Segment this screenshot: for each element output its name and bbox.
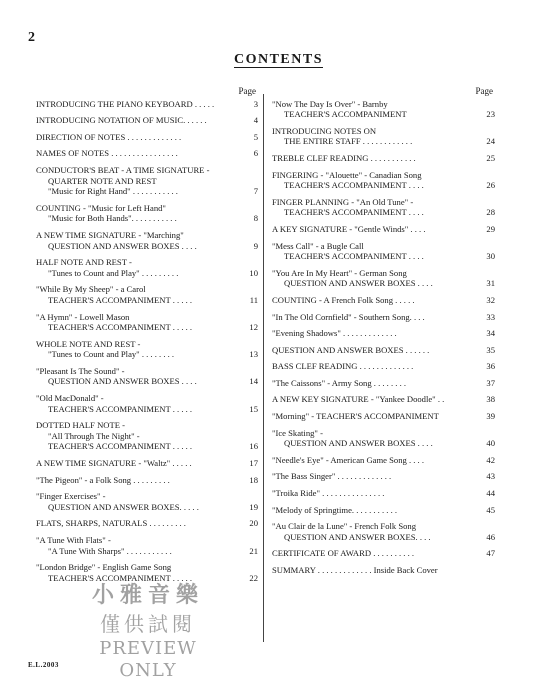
toc-entry-page: 23 — [486, 109, 495, 120]
toc-entry — [272, 488, 495, 499]
toc-entry-page: 14 — [249, 376, 258, 387]
toc-entry-line: "The Pigeon" - a Folk Song . . . . . . . . . — [36, 474, 170, 485]
contents-title — [0, 52, 541, 68]
toc-entry-title — [36, 230, 242, 251]
toc-entry-line: "In The Old Cornfield" - Southern Song. . . . — [272, 311, 425, 322]
toc-entry — [36, 491, 258, 512]
toc-entry-line: NAMES OF NOTES . . . . . . . . . . . . . . . . — [36, 148, 178, 159]
toc-entry — [36, 203, 258, 224]
toc-entry-line: "Finger Exercises" - — [36, 491, 106, 502]
toc-entry-page: 16 — [249, 441, 258, 452]
toc-entry-title — [36, 475, 242, 486]
toc-entry-page: 37 — [486, 377, 495, 388]
toc-entry-line: "All Through The Night" - — [48, 430, 140, 441]
toc-entry-page: 46 — [486, 531, 495, 542]
toc-entry-line: "Mess Call" - a Bugle Call — [272, 240, 364, 251]
toc-entry-title — [272, 378, 479, 389]
toc-entry — [272, 361, 495, 372]
toc-entry-page: 38 — [486, 394, 495, 405]
toc-entry-line: INTRODUCING NOTATION OF MUSIC. . . . . . — [36, 115, 207, 126]
toc-entry-page: 7 — [253, 186, 258, 197]
toc-entry — [36, 366, 258, 387]
toc-entry-page: 31 — [486, 278, 495, 289]
toc-entry — [272, 521, 495, 542]
toc-entry-page: 22 — [249, 572, 258, 583]
toc-entry-page: 20 — [249, 518, 258, 529]
toc-entry-line: "Ice Skating" - — [272, 427, 323, 438]
toc-entry-title — [272, 345, 479, 356]
toc-entry — [36, 475, 258, 486]
toc-entry-line: A NEW KEY SIGNATURE - "Yankee Doodle" . . — [272, 394, 445, 405]
toc-entry-page: 26 — [486, 180, 495, 191]
toc-entry-title — [36, 115, 242, 126]
toc-entry-page: 28 — [486, 207, 495, 218]
toc-entry-line: COUNTING - A French Folk Song . . . . . — [272, 294, 415, 305]
toc-entry-title — [272, 455, 479, 466]
toc-entry-line: "The Bass Singer" . . . . . . . . . . . . . — [272, 471, 392, 482]
toc-entry-line: QUESTION AND ANSWER BOXES . . . . — [284, 438, 433, 449]
toc-entry-line: FINGERING - "Alouette" - Canadian Song — [272, 169, 422, 180]
page-column-header-left: Page — [238, 86, 256, 96]
toc-entry-page: 6 — [253, 148, 258, 159]
toc-entry-line: "Au Clair de la Lune" - French Folk Song — [272, 521, 417, 532]
toc-entry-title — [36, 284, 242, 305]
toc-entry-line: "The Caissons" - Army Song . . . . . . . . — [272, 377, 407, 388]
toc-entry-page: 13 — [249, 349, 258, 360]
toc-entry-line: "Tunes to Count and Play" . . . . . . . . — [48, 349, 175, 360]
toc-entry — [36, 284, 258, 305]
toc-entry — [272, 394, 495, 405]
toc-entry-line: QUESTION AND ANSWER BOXES. . . . . — [48, 501, 199, 512]
toc-left-column — [36, 86, 258, 589]
contents-title-text: CONTENTS — [233, 52, 324, 67]
toc-entry-line: DIRECTION OF NOTES . . . . . . . . . . . . . — [36, 131, 182, 142]
toc-entry — [36, 132, 258, 143]
toc-entry-page: 34 — [486, 328, 495, 339]
toc-entry-page: 42 — [486, 454, 495, 465]
watermark-preview-cn: 僅供試閱 — [100, 612, 196, 636]
toc-entry-line: "A Tune With Sharps" . . . . . . . . . . . — [48, 545, 172, 556]
toc-entry-page: 11 — [249, 294, 258, 305]
toc-entry-title — [272, 548, 479, 559]
toc-entry — [272, 345, 495, 356]
toc-entry-page: 8 — [253, 213, 258, 224]
toc-entry — [272, 153, 495, 164]
toc-entry — [36, 165, 258, 197]
toc-entry-page: 33 — [486, 311, 495, 322]
toc-entry-line: A NEW TIME SIGNATURE - "Marching" — [36, 229, 184, 240]
toc-entry — [36, 458, 258, 469]
toc-entry-line: TREBLE CLEF READING . . . . . . . . . . . — [272, 152, 416, 163]
toc-entry — [272, 565, 495, 576]
toc-entry-line: "London Bridge" - English Game Song — [36, 562, 172, 573]
toc-entry-line: TEACHER'S ACCOMPANIMENT . . . . — [284, 180, 424, 191]
toc-entry-line: DOTTED HALF NOTE - — [36, 420, 126, 431]
toc-right-list — [272, 99, 495, 576]
toc-entry — [36, 518, 258, 529]
toc-entry-title — [36, 458, 242, 469]
toc-entry-page: 15 — [249, 403, 258, 414]
toc-entry-page: 43 — [486, 471, 495, 482]
toc-entry — [272, 411, 495, 422]
toc-entry-page: 45 — [486, 504, 495, 515]
toc-entry-line: QUESTION AND ANSWER BOXES. . . . — [284, 531, 431, 542]
toc-entry-page: 19 — [249, 501, 258, 512]
toc-entry — [272, 378, 495, 389]
toc-entry-line: TEACHER'S ACCOMPANIMENT . . . . . — [48, 441, 193, 452]
toc-entry-page: 17 — [249, 458, 258, 469]
toc-entry-line: "Melody of Springtime. . . . . . . . . . . — [272, 504, 398, 515]
toc-entry — [36, 115, 258, 126]
toc-entry-line: A KEY SIGNATURE - "Gentle Winds" . . . . — [272, 223, 426, 234]
toc-entry-line: "Music for Both Hands". . . . . . . . . . . — [48, 213, 177, 224]
toc-entry-line: QUARTER NOTE AND REST — [48, 175, 157, 186]
toc-entry-line: "Morning" - TEACHER'S ACCOMPANIMENT — [272, 411, 439, 422]
toc-entry-page: 35 — [486, 344, 495, 355]
toc-entry — [36, 148, 258, 159]
toc-entry-title — [272, 488, 479, 499]
toc-entry-line: QUESTION AND ANSWER BOXES . . . . — [48, 240, 197, 251]
toc-entry-line: "Evening Shadows" . . . . . . . . . . . . . — [272, 328, 397, 339]
toc-entry-line: "You Are In My Heart" - German Song — [272, 267, 407, 278]
toc-entry-title — [36, 148, 242, 159]
column-divider — [263, 94, 264, 642]
toc-entry — [272, 197, 495, 218]
toc-entry-line: BASS CLEF READING . . . . . . . . . . . . . — [272, 361, 414, 372]
toc-entry-page: 3 — [253, 98, 258, 109]
toc-entry-line: CONDUCTOR'S BEAT - A TIME SIGNATURE - — [36, 164, 210, 175]
toc-entry-page: 18 — [249, 474, 258, 485]
toc-entry-title — [36, 203, 242, 224]
toc-entry-page: 39 — [486, 411, 495, 422]
toc-entry-line: "Pleasant Is The Sound" - — [36, 365, 125, 376]
watermark-preview: PREVIEW — [99, 638, 197, 659]
toc-entry-page: 44 — [486, 488, 495, 499]
toc-entry — [272, 455, 495, 466]
watermark-brand-text: 小雅音樂 — [91, 583, 204, 608]
toc-entry-title — [272, 471, 479, 482]
toc-entry-title — [36, 99, 242, 110]
toc-entry — [36, 420, 258, 452]
toc-entry — [36, 257, 258, 278]
toc-entry — [36, 312, 258, 333]
toc-entry — [272, 548, 495, 559]
toc-entry — [36, 99, 258, 110]
toc-entry — [272, 170, 495, 191]
toc-entry-title — [272, 170, 479, 191]
toc-entry-title — [36, 339, 242, 360]
toc-entry-title — [36, 312, 242, 333]
toc-entry-title — [36, 257, 242, 278]
toc-entry-title — [36, 535, 242, 556]
toc-entry — [272, 268, 495, 289]
toc-entry-line: A NEW TIME SIGNATURE - "Waltz" . . . . . — [36, 458, 192, 469]
toc-entry-line: FLATS, SHARPS, NATURALS . . . . . . . . . — [36, 518, 186, 529]
page-number: 2 — [28, 30, 35, 45]
toc-entry-title — [272, 197, 479, 218]
toc-entry-page: 9 — [253, 240, 258, 251]
toc-entry-title — [272, 295, 479, 306]
preview-watermark — [58, 572, 208, 697]
toc-entry-title — [272, 224, 479, 235]
toc-entry-title — [272, 505, 479, 516]
toc-entry-page: 25 — [486, 152, 495, 163]
toc-entry-page: 5 — [253, 131, 258, 142]
toc-entry — [272, 224, 495, 235]
toc-entry-page: 40 — [486, 438, 495, 449]
toc-entry-title — [272, 153, 479, 164]
toc-entry-title — [272, 312, 479, 323]
toc-entry-line: TEACHER'S ACCOMPANIMENT . . . . — [284, 251, 424, 262]
toc-entry-line: INTRODUCING NOTES ON — [272, 125, 377, 136]
toc-entry-line: TEACHER'S ACCOMPANIMENT . . . . . — [48, 322, 193, 333]
toc-entry-title — [272, 126, 479, 147]
toc-entry-title — [272, 328, 479, 339]
toc-entry-title — [272, 565, 479, 576]
toc-right-column — [272, 86, 495, 582]
toc-entry-title — [36, 420, 242, 452]
toc-entry — [272, 328, 495, 339]
catalog-code: E.L.2003 — [28, 661, 59, 669]
toc-entry — [36, 393, 258, 414]
toc-entry-page: 47 — [486, 548, 495, 559]
toc-entry-title — [36, 491, 242, 512]
toc-entry-title — [36, 366, 242, 387]
toc-entry — [272, 295, 495, 306]
toc-entry — [272, 126, 495, 147]
toc-entry — [36, 535, 258, 556]
toc-entry-line: "Music for Right Hand" . . . . . . . . . . . — [48, 186, 178, 197]
toc-entry-line: QUESTION AND ANSWER BOXES . . . . — [284, 278, 433, 289]
toc-entry-line: FINGER PLANNING - "An Old Tune" - — [272, 196, 414, 207]
toc-entry-page: 21 — [249, 545, 258, 556]
watermark-only: ONLY — [119, 660, 177, 681]
toc-entry-line: CERTIFICATE OF AWARD . . . . . . . . . . — [272, 548, 415, 559]
toc-entry-line: QUESTION AND ANSWER BOXES . . . . . . — [272, 344, 430, 355]
toc-entry — [272, 505, 495, 516]
toc-entry — [272, 241, 495, 262]
toc-entry-title — [36, 518, 242, 529]
toc-entry-page: 10 — [249, 267, 258, 278]
toc-entry-line: "While By My Sheep" - a Carol — [36, 284, 146, 295]
toc-entry-title — [36, 165, 242, 197]
toc-entry — [272, 99, 495, 120]
toc-entry-line: COUNTING - "Music for Left Hand" — [36, 202, 166, 213]
toc-entry-line: TEACHER'S ACCOMPANIMENT . . . . . — [48, 403, 193, 414]
toc-entry-line: "Old MacDonald" - — [36, 393, 104, 404]
toc-entry — [272, 312, 495, 323]
toc-entry-title — [272, 241, 479, 262]
toc-entry-line: "A Hymn" - Lowell Mason — [36, 311, 130, 322]
page-column-header-right: Page — [475, 86, 493, 96]
toc-entry-page: 24 — [486, 136, 495, 147]
toc-entry-line: QUESTION AND ANSWER BOXES . . . . — [48, 376, 197, 387]
toc-entry-title — [36, 393, 242, 414]
toc-left-list — [36, 99, 258, 584]
toc-entry-line: "Needle's Eye" - American Game Song . . . . — [272, 454, 424, 465]
toc-entry-page: 29 — [486, 223, 495, 234]
toc-entry-page: 32 — [486, 294, 495, 305]
toc-entry-title — [272, 411, 479, 422]
toc-entry-line: INTRODUCING THE PIANO KEYBOARD . . . . . — [36, 98, 215, 109]
toc-entry — [36, 339, 258, 360]
toc-entry-line: "Troika Ride" . . . . . . . . . . . . . . . — [272, 488, 385, 499]
toc-entry-page: 4 — [253, 115, 258, 126]
toc-entry-title — [36, 132, 242, 143]
toc-entry-line: THE ENTIRE STAFF . . . . . . . . . . . . — [284, 136, 413, 147]
toc-entry-page: 36 — [486, 361, 495, 372]
toc-entry-line: TEACHER'S ACCOMPANIMENT — [284, 109, 407, 120]
toc-entry-line: "A Tune With Flats" - — [36, 535, 111, 545]
toc-entry-title — [272, 428, 479, 449]
toc-entry-line: SUMMARY . . . . . . . . . . . . . Inside Back Cover — [272, 565, 438, 575]
toc-entry-line: TEACHER'S ACCOMPANIMENT . . . . . — [48, 572, 193, 583]
toc-entry — [272, 471, 495, 482]
toc-entry — [272, 428, 495, 449]
toc-entry-title — [272, 521, 479, 542]
toc-entry-title — [272, 394, 479, 405]
toc-entry-line: TEACHER'S ACCOMPANIMENT . . . . . — [48, 294, 193, 305]
toc-entry-title — [272, 268, 479, 289]
toc-entry-line: WHOLE NOTE AND REST - — [36, 338, 141, 349]
toc-entry-line: "Now The Day Is Over" - Barnby — [272, 98, 388, 109]
toc-entry-line: TEACHER'S ACCOMPANIMENT . . . . — [284, 207, 424, 218]
toc-entry-line: "Tunes to Count and Play" . . . . . . . . . — [48, 267, 179, 278]
toc-entry-title — [272, 99, 479, 120]
toc-entry-line: HALF NOTE AND REST - — [36, 257, 132, 268]
toc-entry-page: 12 — [249, 322, 258, 333]
toc-entry-title — [272, 361, 479, 372]
toc-entry — [36, 230, 258, 251]
toc-entry-page: 30 — [486, 251, 495, 262]
